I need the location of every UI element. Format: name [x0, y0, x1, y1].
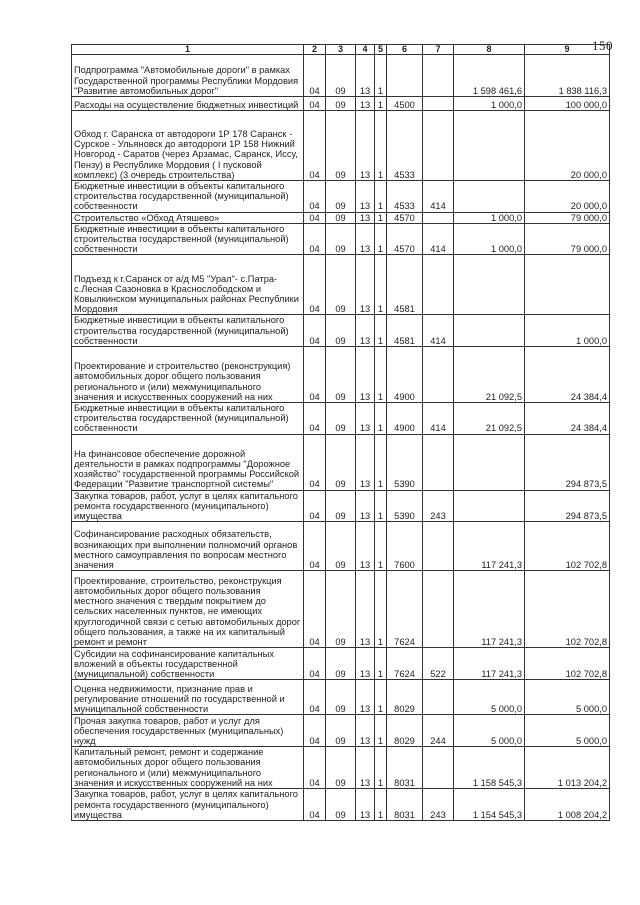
code-target: 4570: [387, 212, 423, 223]
code-subprogram: 1: [375, 255, 387, 315]
code-section: 04: [304, 55, 326, 97]
amount-col-8: 21 092,5: [454, 347, 525, 403]
code-subsection: 09: [326, 55, 356, 97]
code-section: 04: [304, 680, 326, 715]
code-section: 04: [304, 97, 326, 111]
code-expense-type: 414: [423, 315, 454, 347]
code-expense-type: 414: [423, 403, 454, 435]
code-expense-type: [423, 522, 454, 571]
code-target: 7624: [387, 648, 423, 680]
column-number: 3: [326, 45, 356, 55]
amount-col-8: 5 000,0: [454, 715, 525, 747]
code-section: 04: [304, 715, 326, 747]
code-expense-type: [423, 212, 454, 223]
table-row: [72, 212, 610, 223]
code-expense-type: 522: [423, 648, 454, 680]
code-target: 5390: [387, 490, 423, 522]
amount-col-8: [454, 490, 525, 522]
code-expense-type: 244: [423, 715, 454, 747]
code-section: 04: [304, 212, 326, 223]
code-section: 04: [304, 490, 326, 522]
code-subprogram: 1: [375, 648, 387, 680]
code-expense-type: [423, 111, 454, 181]
row-name: Закупка товаров, работ, услуг в целях капитального ремонта государственного (муниципального) имущества: [72, 490, 304, 522]
code-section: 04: [304, 181, 326, 213]
code-subsection: 09: [326, 490, 356, 522]
code-subsection: 09: [326, 648, 356, 680]
code-program: 13: [356, 522, 375, 571]
column-number: 1: [72, 45, 304, 55]
code-subsection: 09: [326, 789, 356, 821]
code-subprogram: 1: [375, 571, 387, 648]
amount-col-8: [454, 255, 525, 315]
table-row: [72, 571, 610, 648]
code-section: 04: [304, 347, 326, 403]
amount-col-9: 294 873,5: [525, 434, 610, 490]
amount-col-8: 1 158 545,3: [454, 747, 525, 789]
code-program: 13: [356, 181, 375, 213]
row-name: Капитальный ремонт, ремонт и содержание автомобильных дорог общего пользования регионального и (или) межмуниципального значения и искусственных сооружений на них: [72, 747, 304, 789]
code-subsection: 09: [326, 715, 356, 747]
amount-col-9: [525, 255, 610, 315]
row-name: Софинансирование расходных обязательств, возникающих при выполнении полномочий органов местного самоуправления по вопросам местного значения: [72, 522, 304, 571]
table-row: [72, 715, 610, 747]
code-expense-type: 414: [423, 223, 454, 255]
code-program: 13: [356, 403, 375, 435]
amount-col-9: 1 000,0: [525, 315, 610, 347]
code-subprogram: 1: [375, 403, 387, 435]
amount-col-9: 5 000,0: [525, 715, 610, 747]
row-name: Подпрограмма "Автомобильные дороги" в рамках Государственной программы Республики Мордовия "Развитие автомобильных дорог": [72, 55, 304, 97]
code-target: 4900: [387, 403, 423, 435]
amount-col-8: 21 092,5: [454, 403, 525, 435]
code-subprogram: 1: [375, 55, 387, 97]
amount-col-8: [454, 111, 525, 181]
code-section: 04: [304, 789, 326, 821]
code-subprogram: 1: [375, 715, 387, 747]
code-program: 13: [356, 223, 375, 255]
code-target: 4581: [387, 315, 423, 347]
amount-col-9: 1 013 204,2: [525, 747, 610, 789]
code-program: 13: [356, 255, 375, 315]
code-subprogram: 1: [375, 111, 387, 181]
amount-col-9: 20 000,0: [525, 111, 610, 181]
code-expense-type: [423, 571, 454, 648]
code-subprogram: 1: [375, 212, 387, 223]
table-row: [72, 181, 610, 213]
table-row: [72, 680, 610, 715]
code-subprogram: 1: [375, 97, 387, 111]
amount-col-8: 1 598 461,6: [454, 55, 525, 97]
amount-col-8: [454, 315, 525, 347]
code-target: 4533: [387, 181, 423, 213]
code-program: 13: [356, 648, 375, 680]
code-target: 8031: [387, 747, 423, 789]
code-subprogram: 1: [375, 789, 387, 821]
amount-col-8: 1 000,0: [454, 212, 525, 223]
code-program: 13: [356, 680, 375, 715]
row-name: Бюджетные инвестиции в объекты капитального строительства государственной (муниципальной) собственности: [72, 223, 304, 255]
row-name: Оценка недвижимости, признание прав и регулирование отношений по государственной и муниципальной собственности: [72, 680, 304, 715]
code-section: 04: [304, 571, 326, 648]
code-program: 13: [356, 97, 375, 111]
table-row: [72, 111, 610, 181]
code-section: 04: [304, 648, 326, 680]
code-program: 13: [356, 490, 375, 522]
table-row: [72, 490, 610, 522]
amount-col-8: [454, 181, 525, 213]
code-section: 04: [304, 255, 326, 315]
row-name: Обход г. Саранска от автодороги 1Р 178 Саранск - Сурское - Ульяновск до автодороги 1Р 158 Нижний Новгород - Саратов (через Арзамас, Саранск, Иссу, Пензу) в Республике Мордовия ( I пусковой комплекс) (3 очередь строительства): [72, 111, 304, 181]
code-expense-type: 243: [423, 490, 454, 522]
table-row: [72, 97, 610, 111]
code-program: 13: [356, 434, 375, 490]
row-name: Бюджетные инвестиции в объекты капитального строительства государственной (муниципальной) собственности: [72, 181, 304, 213]
code-program: 13: [356, 315, 375, 347]
amount-col-8: 117 241,3: [454, 522, 525, 571]
budget-table: [71, 44, 610, 821]
amount-col-9: 100 000,0: [525, 97, 610, 111]
amount-col-9: 24 384,4: [525, 403, 610, 435]
code-expense-type: 414: [423, 181, 454, 213]
code-expense-type: 243: [423, 789, 454, 821]
code-section: 04: [304, 223, 326, 255]
amount-col-9: 102 702,8: [525, 648, 610, 680]
code-subsection: 09: [326, 315, 356, 347]
row-name: Прочая закупка товаров, работ и услуг для обеспечения государственных (муниципальных) нужд: [72, 715, 304, 747]
column-number-row: [72, 45, 610, 55]
code-expense-type: [423, 680, 454, 715]
amount-col-9: 20 000,0: [525, 181, 610, 213]
code-program: 13: [356, 111, 375, 181]
amount-col-9: 5 000,0: [525, 680, 610, 715]
code-section: 04: [304, 315, 326, 347]
code-subprogram: 1: [375, 315, 387, 347]
amount-col-9: 102 702,8: [525, 571, 610, 648]
code-expense-type: [423, 747, 454, 789]
code-target: 8029: [387, 680, 423, 715]
code-section: 04: [304, 747, 326, 789]
code-target: [387, 55, 423, 97]
code-target: 8029: [387, 715, 423, 747]
code-subsection: 09: [326, 571, 356, 648]
code-subsection: 09: [326, 223, 356, 255]
code-subprogram: 1: [375, 522, 387, 571]
amount-col-9: 1 008 204,2: [525, 789, 610, 821]
table-row: [72, 55, 610, 97]
table-row: [72, 747, 610, 789]
amount-col-8: 117 241,3: [454, 571, 525, 648]
table-row: [72, 648, 610, 680]
code-subprogram: 1: [375, 434, 387, 490]
code-subsection: 09: [326, 347, 356, 403]
amount-col-9: 79 000,0: [525, 223, 610, 255]
row-name: Субсидии на софинансирование капитальных вложений в объекты государственной (муниципальной) собственности: [72, 648, 304, 680]
code-expense-type: [423, 55, 454, 97]
code-target: 4570: [387, 223, 423, 255]
amount-col-8: [454, 434, 525, 490]
code-subsection: 09: [326, 434, 356, 490]
code-section: 04: [304, 111, 326, 181]
amount-col-9: 24 384,4: [525, 347, 610, 403]
code-subsection: 09: [326, 97, 356, 111]
code-section: 04: [304, 522, 326, 571]
row-name: Бюджетные инвестиции в объекты капитального строительства государственной (муниципальной) собственности: [72, 315, 304, 347]
row-name: Расходы на осуществление бюджетных инвестиций: [72, 97, 304, 111]
amount-col-8: 117 241,3: [454, 648, 525, 680]
table-row: [72, 789, 610, 821]
code-program: 13: [356, 347, 375, 403]
row-name: Проектирование и строительство (реконструкция) автомобильных дорог общего пользования регионального и (или) межмуниципального значения и искусственных сооружений на них: [72, 347, 304, 403]
row-name: Проектирование, строительство, реконструкция автомобильных дорог общего пользования местного значения с твердым покрытием до сельских населенных пунктов, не имеющих круглогодичной связи с сетью автомобильных дорог общего пользования, а также на их капитальный ремонт и ремонт: [72, 571, 304, 648]
column-number: 6: [387, 45, 423, 55]
table-row: [72, 403, 610, 435]
column-number: 4: [356, 45, 375, 55]
code-target: 5390: [387, 434, 423, 490]
code-subprogram: 1: [375, 223, 387, 255]
code-expense-type: [423, 347, 454, 403]
code-target: 7600: [387, 522, 423, 571]
amount-col-9: 294 873,5: [525, 490, 610, 522]
table-body: [72, 55, 610, 821]
row-name: Закупка товаров, работ, услуг в целях капитального ремонта государственного (муниципального) имущества: [72, 789, 304, 821]
row-name: Бюджетные инвестиции в объекты капитального строительства государственной (муниципальной) собственности: [72, 403, 304, 435]
column-number: 8: [454, 45, 525, 55]
row-name: На финансовое обеспечение дорожной деятельности в рамках подпрограммы "Дорожное хозяйство" государственной программы Российской Федерации "Развитие транспортной системы": [72, 434, 304, 490]
code-subsection: 09: [326, 212, 356, 223]
row-name: Подъезд к г.Саранск от а/д М5 "Урал"- с.Патра-с.Лесная Сазоновка в Краснослободском и Ковылкинском муниципальных районах Республики Мордовия: [72, 255, 304, 315]
code-subsection: 09: [326, 403, 356, 435]
code-subsection: 09: [326, 747, 356, 789]
code-subprogram: 1: [375, 347, 387, 403]
table-row: [72, 347, 610, 403]
code-subprogram: 1: [375, 181, 387, 213]
code-expense-type: [423, 255, 454, 315]
column-number: 7: [423, 45, 454, 55]
amount-col-8: 1 000,0: [454, 97, 525, 111]
amount-col-8: 1 000,0: [454, 223, 525, 255]
code-subsection: 09: [326, 522, 356, 571]
code-subprogram: 1: [375, 747, 387, 789]
column-number: 5: [375, 45, 387, 55]
code-section: 04: [304, 403, 326, 435]
amount-col-9: 1 838 116,3: [525, 55, 610, 97]
table-row: [72, 522, 610, 571]
table-row: [72, 434, 610, 490]
code-subprogram: 1: [375, 680, 387, 715]
row-name: Строительство «Обход Атяшево»: [72, 212, 304, 223]
code-target: 4533: [387, 111, 423, 181]
table-row: [72, 223, 610, 255]
column-number: 2: [304, 45, 326, 55]
code-program: 13: [356, 212, 375, 223]
table-row: [72, 255, 610, 315]
code-program: 13: [356, 55, 375, 97]
code-target: 4900: [387, 347, 423, 403]
amount-col-8: 1 154 545,3: [454, 789, 525, 821]
code-program: 13: [356, 747, 375, 789]
code-subsection: 09: [326, 680, 356, 715]
code-expense-type: [423, 434, 454, 490]
code-target: 4581: [387, 255, 423, 315]
code-subsection: 09: [326, 181, 356, 213]
amount-col-9: 79 000,0: [525, 212, 610, 223]
code-target: 4500: [387, 97, 423, 111]
code-target: 7624: [387, 571, 423, 648]
code-target: 8031: [387, 789, 423, 821]
code-program: 13: [356, 715, 375, 747]
code-program: 13: [356, 789, 375, 821]
code-section: 04: [304, 434, 326, 490]
amount-col-9: 102 702,8: [525, 522, 610, 571]
code-subsection: 09: [326, 255, 356, 315]
amount-col-8: 5 000,0: [454, 680, 525, 715]
code-subprogram: 1: [375, 490, 387, 522]
code-expense-type: [423, 97, 454, 111]
table-row: [72, 315, 610, 347]
code-program: 13: [356, 571, 375, 648]
page-number: 150: [592, 38, 613, 53]
code-subsection: 09: [326, 111, 356, 181]
column-number: 9: [525, 45, 610, 55]
